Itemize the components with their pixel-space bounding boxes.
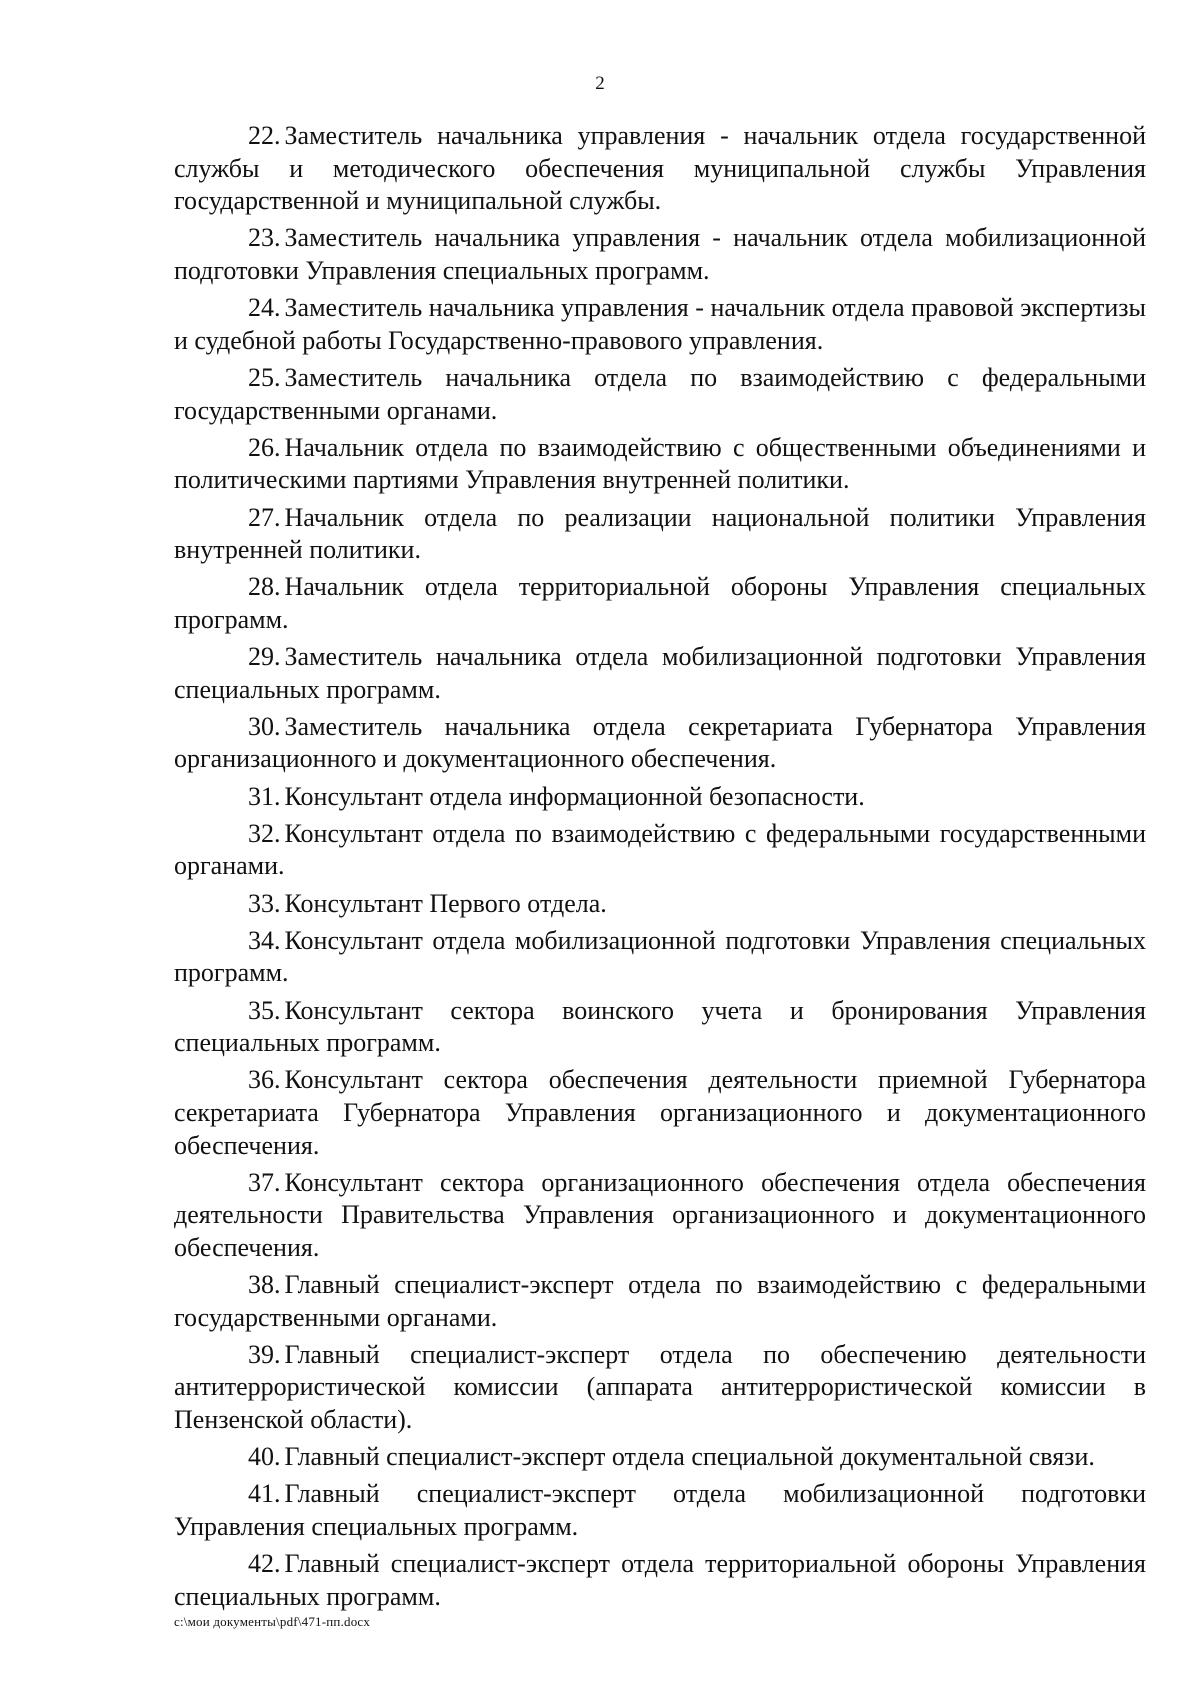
item-text: Консультант отдела по взаимодействию с федеральными государственными органами. [174, 818, 1146, 881]
item-text: Заместитель начальника отдела по взаимодействию с федеральными государственными органами. [174, 362, 1146, 425]
list-item [174, 1548, 1146, 1613]
list-item [174, 120, 1146, 218]
list-item [174, 571, 1146, 636]
item-number: 23. [248, 223, 281, 253]
item-text: Консультант отдела информационной безопасности. [284, 781, 865, 811]
list-item [174, 362, 1146, 427]
item-number: 41. [248, 1479, 281, 1509]
list-item [174, 1339, 1146, 1437]
item-number: 36. [248, 1065, 281, 1095]
item-text: Главный специалист-эксперт отдела специальной документальной связи. [284, 1442, 1095, 1472]
item-text: Главный специалист-эксперт отдела по взаимодействию с федеральными государственными органами. [174, 1270, 1146, 1332]
item-text: Начальник отдела по реализации национальной политики Управления внутренней политики. [174, 502, 1146, 565]
item-number: 30. [248, 711, 281, 741]
item-text: Заместитель начальника управления - начальник отдела правовой экспертизы и судебной работы Государственно-правового управления. [174, 293, 1146, 355]
item-number: 35. [248, 995, 281, 1025]
item-number: 26. [248, 432, 281, 462]
item-text: Главный специалист-эксперт отдела по обеспечению деятельности антитеррористической комиссии (аппарата антитеррористической комиссии в Пензенской области). [174, 1339, 1146, 1435]
list-item [174, 1441, 1146, 1474]
list-item [174, 641, 1146, 706]
list-item [174, 1064, 1146, 1162]
item-number: 31. [248, 781, 281, 811]
item-text: Заместитель начальника отдела секретариата Губернатора Управления организационного и документационного обеспечения. [174, 711, 1146, 774]
item-text: Начальник отдела по взаимодействию с общественными объединениями и политическими партиями Управления внутренней политики. [174, 432, 1146, 495]
list-item [174, 1269, 1146, 1334]
item-text: Консультант отдела мобилизационной подготовки Управления специальных программ. [174, 925, 1146, 988]
item-text: Главный специалист-эксперт отдела мобилизационной подготовки Управления специальных программ. [174, 1479, 1146, 1542]
item-number: 34. [248, 925, 281, 955]
list-item [174, 781, 1146, 814]
item-number: 25. [248, 362, 281, 392]
list-item [174, 222, 1146, 287]
item-number: 39. [248, 1339, 281, 1369]
list-item [174, 432, 1146, 497]
item-number: 38. [248, 1270, 281, 1300]
item-number: 28. [248, 572, 281, 602]
item-text: Начальник отдела территориальной обороны Управления специальных программ. [174, 572, 1146, 634]
item-text: Главный специалист-эксперт отдела территориальной обороны Управления специальных программ. [174, 1549, 1146, 1611]
item-number: 40. [248, 1442, 281, 1472]
item-text: Заместитель начальника управления - начальник отдела мобилизационной подготовки Управления специальных программ. [174, 223, 1146, 285]
list-item [174, 502, 1146, 567]
item-number: 22. [248, 121, 281, 150]
document-body [174, 120, 1146, 1618]
list-item [174, 1167, 1146, 1265]
list-item [174, 818, 1146, 883]
item-number: 33. [248, 888, 281, 918]
item-number: 42. [248, 1549, 281, 1579]
list-item [174, 925, 1146, 990]
list-item [174, 711, 1146, 776]
list-item [174, 995, 1146, 1060]
item-text: Консультант сектора организационного обеспечения отдела обеспечения деятельности Правительства Управления организационного и документационного обеспечения. [174, 1167, 1146, 1262]
list-item [174, 292, 1146, 357]
item-number: 24. [248, 293, 281, 323]
item-text: Консультант Первого отдела. [284, 888, 607, 918]
item-text: Консультант сектора воинского учета и бронирования Управления специальных программ. [174, 995, 1146, 1058]
item-text: Консультант сектора обеспечения деятельности приемной Губернатора секретариата Губернатора Управления организационного и документационного обеспечения. [174, 1065, 1146, 1160]
footer-file-path: c:\мои документы\pdf\471-пп.docx [174, 1614, 371, 1629]
page-number: 2 [595, 73, 605, 94]
item-text: Заместитель начальника управления - начальник отдела государственной службы и методического обеспечения муниципальной службы Управления государственной и муниципальной службы. [174, 121, 1146, 216]
item-text: Заместитель начальника отдела мобилизационной подготовки Управления специальных программ. [174, 642, 1146, 704]
item-number: 32. [248, 818, 281, 848]
item-number: 37. [248, 1167, 281, 1197]
item-number: 29. [248, 642, 281, 672]
item-number: 27. [248, 502, 281, 532]
list-item [174, 1478, 1146, 1543]
list-item [174, 888, 1146, 921]
